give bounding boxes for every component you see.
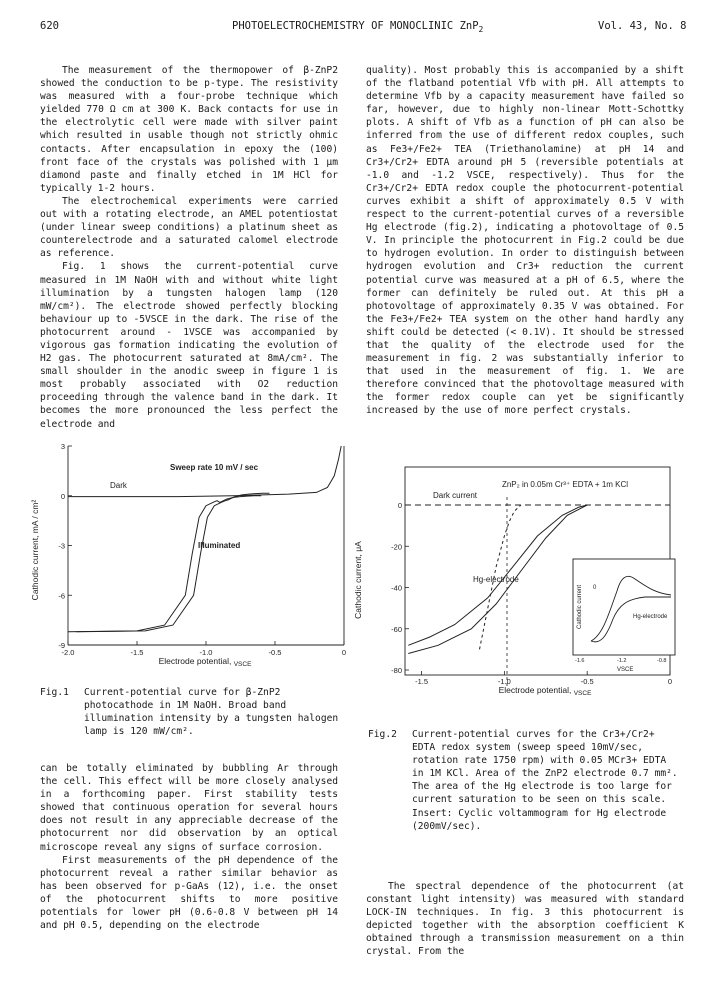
fig2-y-tick-label: -40: [391, 583, 402, 593]
fig1-series-illuminated: [68, 496, 261, 632]
fig1-label-dark: Dark: [110, 481, 127, 490]
figure-1: [30, 440, 350, 675]
running-title: PHOTOELECTROCHEMISTRY OF MONOCLINIC ZnP$_2$: [232, 20, 484, 35]
fig1-x-tick-label: 0: [341, 648, 347, 657]
fig1-caption-text: Current-potential curve for β-ZnP2 photocathode in 1M NaOH. Broad band illumination intensity by a tungsten halogen lamp is 120 mW/cm².: [84, 687, 339, 738]
fig2-inset-ylabel: Cathodic current: [577, 584, 583, 630]
fig1-y-tick-label: -9: [58, 641, 65, 650]
paragraph: can be totally eliminated by bubbling Ar through the cell. This effect will be more closely analysed in a forthcoming paper. First stability tests showed that continuous operation for several hours does not result in any appreciable decrease of the photocurrent nor did observation by an optical microscope reveal any signs of surface corrosion.: [40, 763, 338, 853]
fig2-x-tick-label: 0: [667, 677, 673, 686]
paragraph: The electrochemical experiments were carried out with a rotating electrode, an AMEL potentiostat (under linear sweep conditions) a platinum sheet as counterelectrode and a saturated calomel electrode as reference.: [40, 195, 338, 260]
fig2-caption: [368, 728, 688, 868]
fig1-x-tick-label: -1.5: [130, 648, 144, 657]
fig2-caption-text: Current-potential curves for the Cr3+/Cr2+ EDTA redox system (sweep speed 10mV/sec, rotation rate 1750 rpm) with 0.05 MCr3+ EDTA in 1M KCl. Area of the ZnP2 electrode 0.7 mm². The area of the Hg electrode is too large for current saturation to be seen on this scale. Insert: Cyclic voltammogram for Hg electrode (200mV/sec).: [412, 729, 678, 832]
fig2-label-hg-electrode: Hg-electrode: [473, 575, 519, 584]
fig2-x-tick-label: -1.0: [497, 677, 511, 686]
paragraph: First measurements of the pH dependence of the photocurrent reveal a rather similar behavior as has been observed for p-GaAs (12), i.e. the onset of the photocurrent shifts to more positive potentials for lower pH (0.6-0.8 V between pH 14 and pH 0.5, depending on the electrode: [40, 854, 338, 932]
paragraph: quality). Most probably this is accompanied by a shift of the flatband potential Vfb with pH. All attempts to determine Vfb by a capacity measurement have failed so far, however, due to highly non-linear Mott-Schottky plots. A shift of Vfb as a function of pH can also be inferred from the use of different redox couples, such as Fe3+/Fe2+ TEA (Triethanolamine) at pH 14 and Cr3+/Cr2+ EDTA around pH 5 (reversible potentials at -1.0 and -1.2 VSCE, respectively). Thus for the Cr3+/Cr2+ EDTA redox couple the photocurrent-potential curves exhibit a shift of approximately 0.5 V with respect to the current-potential curves of a reversible Hg electrode (fig.2), indicating a photovoltage of 0.5 V. In principle the photocurrent in Fig.2 could be due to hydrogen evolution. In order to distinguish between hydrogen evolution and Cr3+ reduction the current potential curve was measured at a pH of 6.5, where the former can definitely be ruled out. At this pH a photovoltage of approximately 0.35 V was obtained. For the Fe3+/Fe2+ TEA system on the other hand hardly any shift could be detected (< 0.1V). It should be stressed that the quality of the electrode used for the measurement in fig. 2 was substantially inferior to that used in the measurement of fig. 1. We are therefore convinced that the photovoltage measured with the former redox couple can yet be significantly increased by the use of more perfect crystals.: [366, 65, 684, 417]
fig1-y-tick-label: -3: [58, 541, 65, 551]
figure-2: [355, 465, 690, 697]
right-column-upper: [366, 64, 684, 418]
fig2-xlabel: Electrode potential, $_{VSCE}$: [498, 685, 592, 697]
fig2-ylabel: Cathodic current, μA: [353, 541, 363, 619]
fig2-inset-x-tick: -1.2: [617, 658, 627, 664]
fig1-x-tick-label: -1.0: [199, 648, 213, 657]
left-column-upper: [40, 64, 338, 431]
fig2-y-tick-label: -60: [391, 624, 402, 634]
page-number: 620: [40, 20, 59, 32]
paragraph: Fig. 1 shows the current-potential curve measured in 1M NaOH with and without white light illumination by a tungsten halogen lamp (120 mW/cm²). The electrode showed perfectly blocking behaviour up to -5VSCE in the dark. The rise of the photocurrent around - 1VSCE was accompanied by vigorous gas formation indicating the evolution of H2 gas. The photocurrent saturated at 8mA/cm². The small shoulder in the anodic sweep in figure 1 is most probably associated with O2 reduction proceeding through the valence band in the dark. It becomes the more pronounced the less perfect the electrode and: [40, 261, 338, 430]
fig2-inset-label: Hg-electrode: [633, 614, 668, 620]
fig2-inset-frame: [573, 559, 675, 655]
fig2-y-tick-label: -80: [391, 666, 402, 675]
left-column-lower: [40, 762, 338, 932]
fig1-caption-label: Fig.1: [40, 687, 69, 698]
fig1-x-tick-label: -2.0: [61, 648, 75, 657]
fig2-inset-xlabel: VSCE: [617, 667, 634, 673]
fig2-inset-y-tick: 0: [593, 585, 597, 591]
fig1-caption: [40, 686, 360, 756]
fig2-inset-x-tick: -0.8: [657, 658, 667, 664]
fig2-inset-x-tick: -1.6: [575, 658, 585, 664]
paragraph: The spectral dependence of the photocurrent (at constant light intensity) was measured with standard LOCK-IN techniques. In fig. 3 this photocurrent is depicted together with the absorption coefficient K obtained through a transmission measurement on a thin crystal. From the: [366, 881, 684, 958]
fig1-series-illuminated-return: [76, 493, 269, 631]
fig1-sweep-annotation: Sweep rate 10 mV / sec: [170, 463, 259, 472]
volume-label: Vol. 43, No. 8: [598, 20, 687, 32]
fig1-ylabel: Cathodic current, mA / cm²: [30, 499, 40, 601]
fig2-x-tick-label: -0.5: [580, 677, 594, 686]
fig2-label-dark-current: Dark current: [433, 491, 478, 500]
fig1-label-illuminated: Illuminated: [198, 541, 241, 550]
fig1-y-tick-label: -6: [58, 591, 65, 601]
fig2-caption-label: Fig.2: [368, 729, 397, 740]
fig1-y-tick-label: 0: [60, 491, 65, 501]
fig2-y-tick-label: 0: [397, 501, 402, 510]
fig1-y-tick-label: 3: [60, 442, 65, 451]
fig1-x-tick-label: -0.5: [268, 648, 282, 657]
fig2-title: ZnP₂ in 0.05m Cr³⁺ EDTA + 1m KCl: [501, 480, 629, 489]
fig1-xlabel: Electrode potential, $_{VSCE}$: [158, 656, 252, 668]
paragraph: The measurement of the thermopower of β-ZnP2 showed the conduction to be p-type. The resistivity was measured with a four-probe technique which yielded 770 Ω cm at 300 K. Back contacts for use in the electrolytic cell were made with silver paint which resulted in usable though not strictly ohmic contacts. After encapsulation in epoxy the (100) front face of the crystals was polished with 1 μm diamond paste and finally etched in 1M HCl for typically 1-2 hours.: [40, 65, 338, 194]
fig2-y-tick-label: -20: [391, 542, 402, 552]
fig2-x-tick-label: -1.5: [415, 677, 429, 686]
right-column-lower: [366, 880, 684, 959]
